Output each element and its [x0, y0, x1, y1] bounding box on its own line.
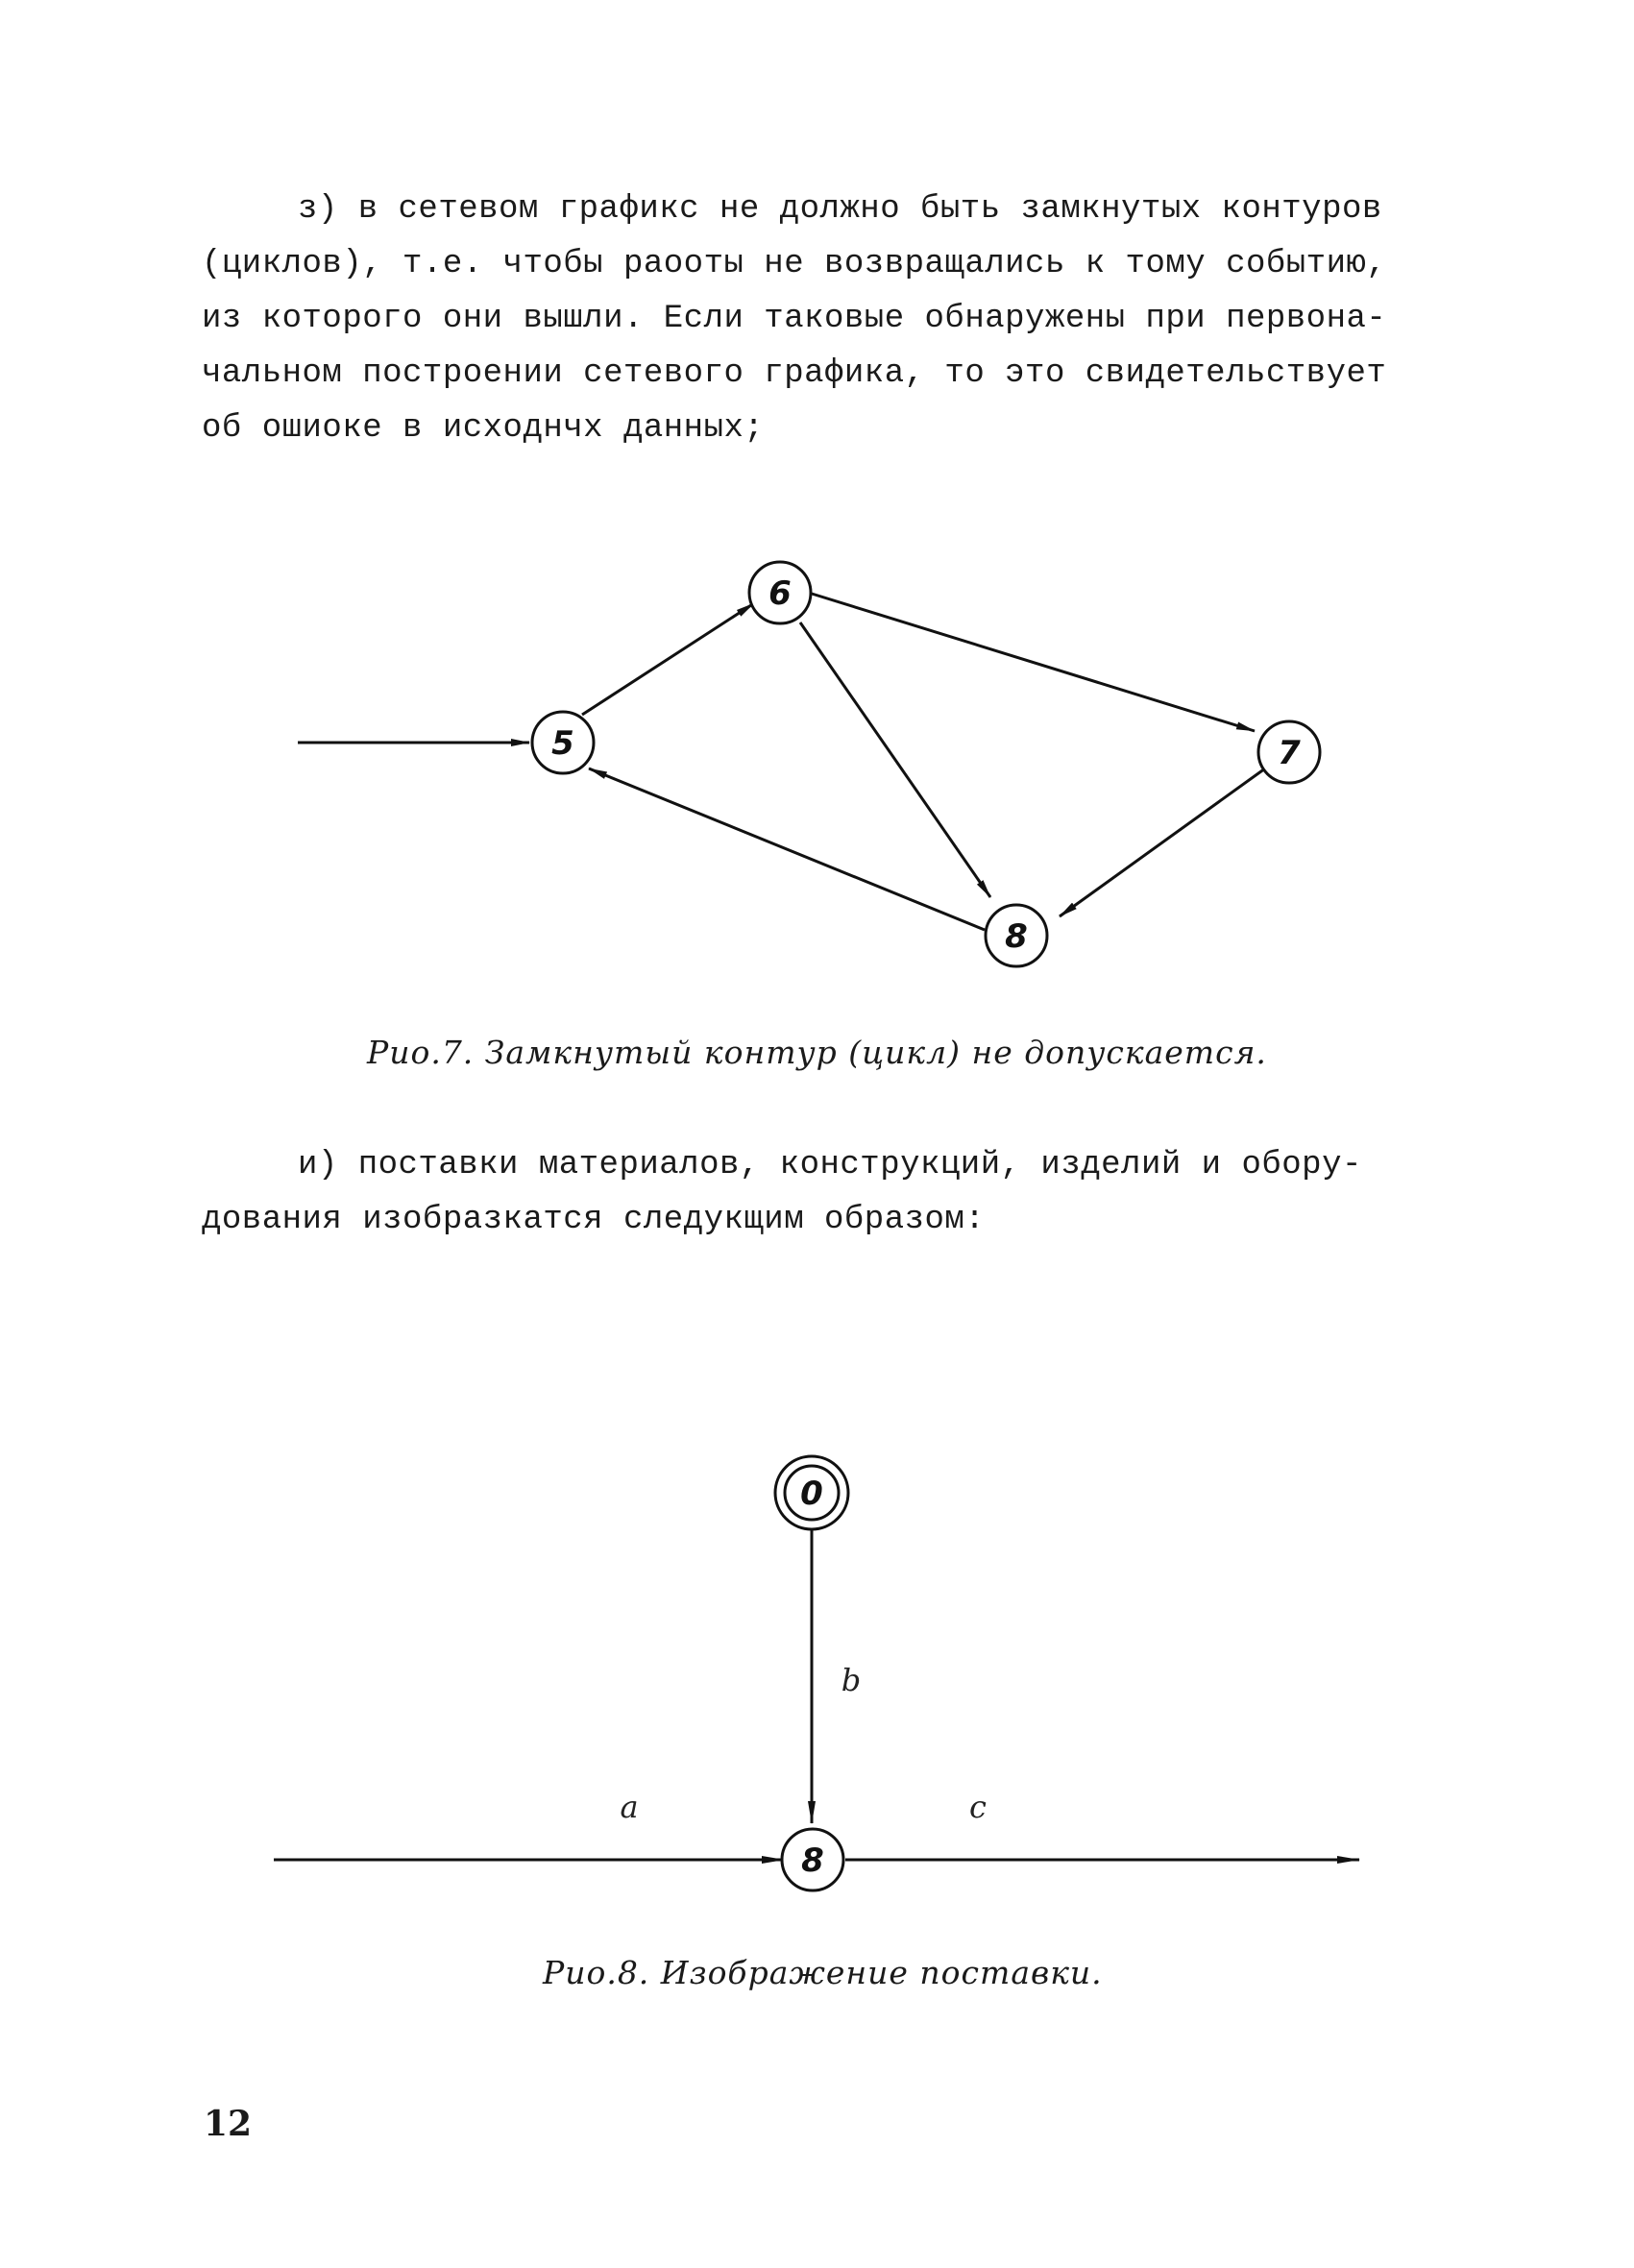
paragraph-line: чальном построении сетевого графика, то это свидетельствует — [202, 355, 1387, 392]
paragraph-line: об ошиоке в исходнчх данных; — [202, 410, 765, 447]
svg-text:7: 7 — [1278, 734, 1301, 772]
paragraph-line: (циклов), т.е. чтобы раооты не возвращались к тому событию, — [202, 246, 1387, 282]
edge-7-8 — [1060, 768, 1265, 916]
figure-8-caption: Рио.8. Изображение поставки. — [543, 1954, 1103, 1991]
svg-text:5: 5 — [551, 724, 574, 763]
node-7 — [1258, 721, 1320, 783]
svg-text:8: 8 — [801, 1841, 824, 1880]
edge-6-8 — [800, 622, 990, 897]
page-number: 12 — [204, 2104, 253, 2144]
edge-8-5 — [589, 768, 985, 930]
edge-label-a: a — [620, 1789, 639, 1825]
paragraph-line: из которого они вышли. Если таковые обнаружены при первона- — [202, 301, 1387, 337]
figure-7-diagram — [0, 538, 1634, 999]
paragraph-z — [202, 183, 1436, 456]
node-8 — [986, 905, 1047, 966]
figure-7-caption: Рио.7. Замкнутый контур (цикл) не допускается. — [367, 1034, 1267, 1071]
node-6 — [749, 562, 811, 623]
edge-6-7 — [812, 594, 1255, 731]
paragraph-line: и) поставки материалов, конструкций, изделий и обору- — [298, 1147, 1362, 1183]
node-5 — [532, 712, 594, 773]
edge-label-b: b — [841, 1662, 862, 1698]
paragraph-i — [202, 1138, 1436, 1248]
figure-8-diagram — [0, 1431, 1634, 1902]
node-8 — [782, 1829, 843, 1890]
paragraph-line: з) в сетевом графикс не должно быть замкнутых контуров — [298, 191, 1382, 228]
svg-text:8: 8 — [1005, 917, 1028, 956]
svg-text:0: 0 — [800, 1475, 823, 1513]
paragraph-line: дования изобразкатся следукщим образом: — [202, 1202, 986, 1238]
node-0-double-circle — [775, 1456, 848, 1529]
edge-5-6 — [582, 603, 754, 715]
edge-label-c: c — [969, 1789, 987, 1825]
svg-text:6: 6 — [768, 574, 792, 613]
